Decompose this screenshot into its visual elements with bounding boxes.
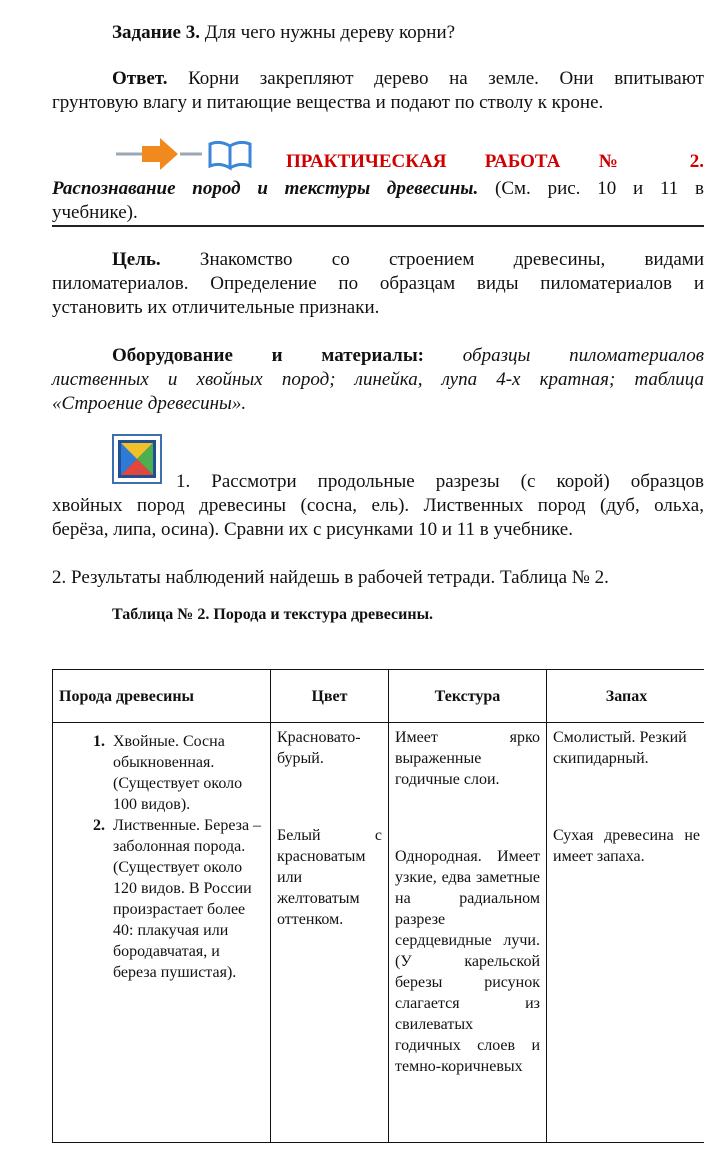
wood-table bbox=[52, 669, 704, 1143]
goal-line-1: Цель. Знакомство со строением древесины, видами bbox=[112, 249, 704, 270]
color-cell bbox=[271, 723, 389, 1143]
header-color: Цвет bbox=[271, 670, 389, 723]
goal-line-2: пиломатериалов. Определение по образцам виды пиломатериалов и bbox=[52, 273, 704, 294]
assignment-picture-icon bbox=[112, 434, 162, 484]
header-smell: Запах bbox=[547, 670, 704, 723]
arrow-book-icon bbox=[116, 138, 256, 172]
equipment-label: Оборудование и материалы: bbox=[112, 345, 424, 366]
texture-value: Имеет ярко выраженные годичные слои. bbox=[395, 729, 540, 788]
color-value: Красновато-бурый. bbox=[277, 729, 361, 767]
species-cell bbox=[53, 723, 271, 1143]
species-item: 2. Лиственные. Береза – заболонная порода. (Существует около 120 видов. В России произрастает более 40: плакучая или бородавчатая, и береза пушистая). bbox=[109, 815, 264, 983]
section-divider bbox=[52, 225, 704, 227]
goal-label: Цель. bbox=[112, 249, 161, 270]
table-row bbox=[53, 723, 704, 1143]
answer-label: Ответ. bbox=[112, 68, 168, 89]
smell-value: Смолистый. Резкий скипидарный. bbox=[553, 729, 687, 767]
texture-value: Однородная. Имеет узкие, едва заметные на радиальном разрезе сердцевидные лучи. (У карельской березы рисунок слагается из свилеватых годичных слоев и темно-коричневых bbox=[395, 848, 540, 1075]
practical-subtitle-line: Распознавание пород и текстуры древесины. (См. рис. 10 и 11 в bbox=[52, 178, 704, 199]
equipment-line-3: «Строение древесины». bbox=[52, 393, 247, 414]
color-value: Белый с красноватым или желтоватым оттенком. bbox=[277, 827, 382, 928]
equipment-line-2: лиственных и хвойных пород; линейка, лупа 4-х кратная; таблица bbox=[52, 369, 704, 390]
step2-text: 2. Результаты наблюдений найдешь в рабочей тетради. Таблица № 2. bbox=[52, 567, 609, 588]
table-title: Таблица № 2. Порода и текстура древесины. bbox=[112, 606, 434, 623]
step1-line-2: хвойных пород древесины (сосна, ель). Лиственных пород (дуб, ольха, bbox=[52, 495, 704, 516]
step1-line-3: берёза, липа, осина). Сравни их с рисунками 10 и 11 в учебнике. bbox=[52, 519, 573, 540]
practical-title: ПРАКТИЧЕСКАЯ РАБОТА № 2. bbox=[286, 151, 704, 172]
answer-line-2: грунтовую влагу и питающие вещества и подают по стволу к кроне. bbox=[52, 92, 604, 113]
smell-cell bbox=[547, 723, 704, 1143]
answer-line-1: Ответ. Корни закрепляют дерево на земле. Они впитывают bbox=[112, 68, 704, 89]
task-question: Задание 3. Для чего нужны дереву корни? bbox=[112, 22, 456, 43]
goal-line-3: установить их отличительные признаки. bbox=[52, 297, 380, 318]
species-item: 1. Хвойные. Сосна обыкновенная. (Существует около 100 видов). bbox=[109, 731, 264, 815]
table-header-row bbox=[53, 670, 704, 723]
practical-subtitle: Распознавание пород и текстуры древесины. bbox=[52, 178, 479, 199]
practical-ref-end: учебнике). bbox=[52, 202, 138, 223]
texture-cell bbox=[389, 723, 547, 1143]
smell-value: Сухая древесина не имеет запаха. bbox=[553, 827, 700, 865]
equipment-line-1: Оборудование и материалы: образцы пиломатериалов bbox=[112, 345, 704, 366]
task-label: Задание 3. bbox=[112, 22, 200, 43]
header-texture: Текстура bbox=[389, 670, 547, 723]
step1-line-1: 1. Рассмотри продольные разрезы (с корой) образцов bbox=[176, 471, 704, 492]
header-species: Порода древесины bbox=[53, 670, 271, 723]
